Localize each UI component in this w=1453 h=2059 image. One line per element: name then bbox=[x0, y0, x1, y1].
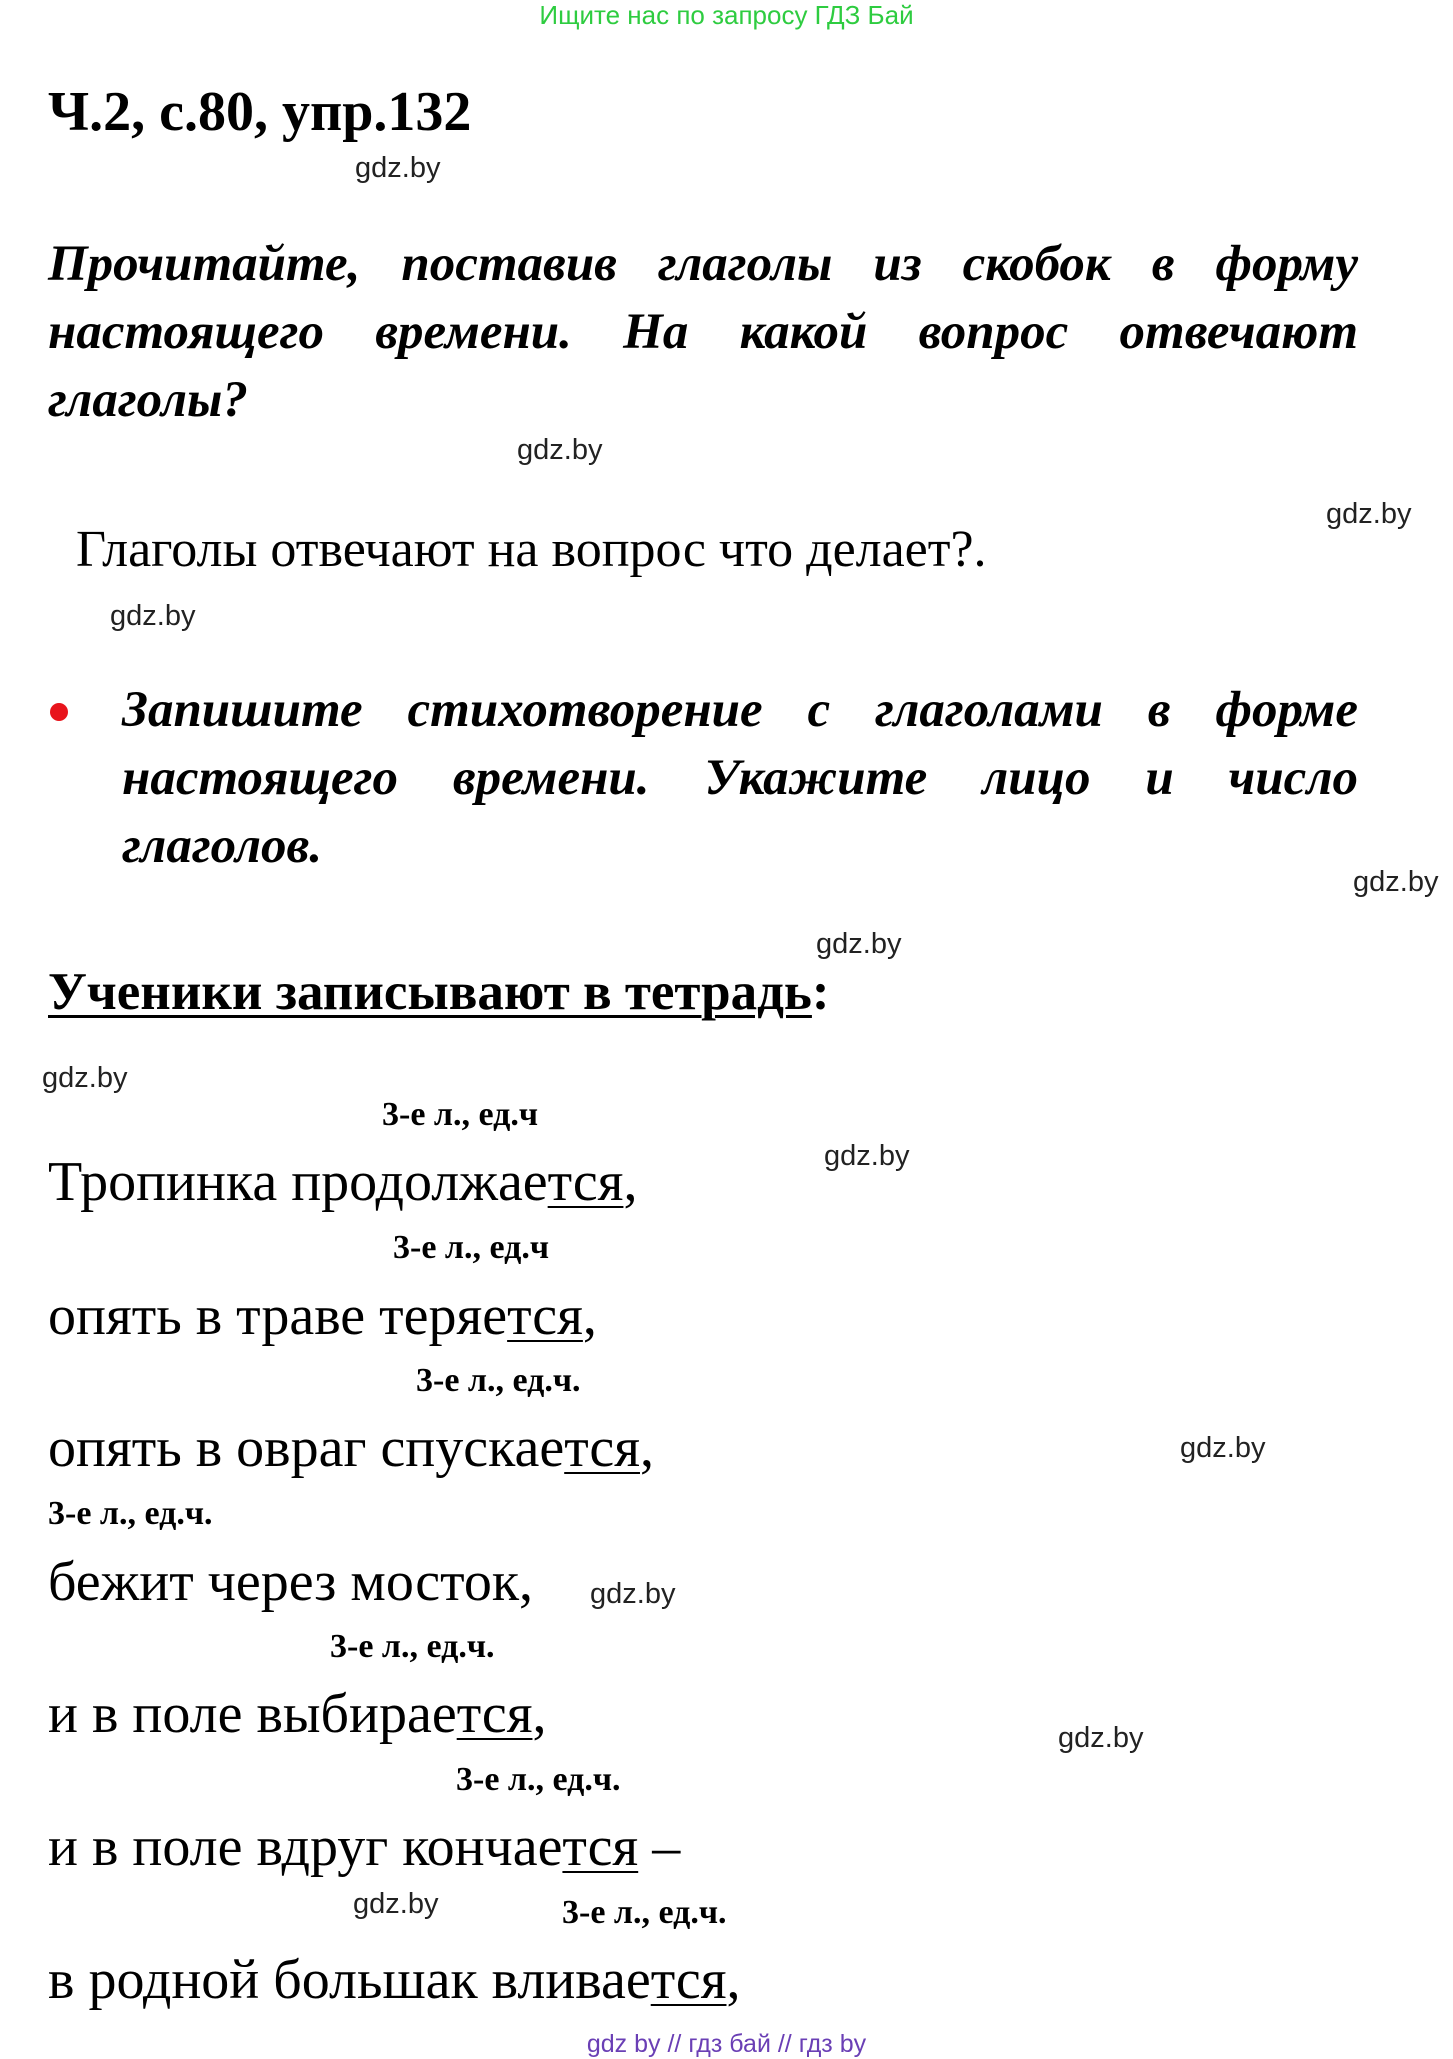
grammar-note: 3-е л., ед.ч. bbox=[562, 1894, 727, 1931]
page-title: Ч.2, с.80, упр.132 bbox=[48, 81, 472, 143]
grammar-note: 3-е л., ед.ч. bbox=[48, 1495, 213, 1532]
watermark: gdz.by bbox=[590, 1578, 676, 1610]
watermark: gdz.by bbox=[353, 1888, 439, 1920]
watermark: gdz.by bbox=[1180, 1432, 1266, 1464]
poem-line-punct: , bbox=[532, 1683, 547, 1745]
poem-line-punct: , bbox=[639, 1417, 654, 1479]
grammar-note: 3-е л., ед.ч. bbox=[456, 1761, 621, 1798]
poem-line bbox=[48, 1682, 546, 1746]
poem-line bbox=[48, 1150, 637, 1214]
poem-line bbox=[48, 1550, 533, 1614]
poem-line bbox=[48, 1815, 680, 1879]
poem-line-ending: тся bbox=[456, 1683, 533, 1745]
watermark: gdz.by bbox=[110, 600, 196, 632]
poem-line-ending: тся bbox=[547, 1151, 624, 1213]
poem-line-punct: – bbox=[638, 1816, 681, 1878]
grammar-note: 3-е л., ед.ч bbox=[382, 1096, 539, 1133]
section-heading bbox=[48, 962, 830, 1022]
poem-line-text: опять в овраг спускае bbox=[48, 1417, 565, 1479]
poem-line-ending: тся bbox=[564, 1417, 640, 1479]
watermark: gdz.by bbox=[824, 1140, 910, 1172]
section-heading-colon: : bbox=[811, 963, 830, 1021]
grammar-note: 3-е л., ед.ч bbox=[393, 1229, 550, 1266]
task-instruction-1: Прочитайте, поставив глаголы из скобок в форму настоящего времени. На какой вопрос отвечают глаголы? bbox=[48, 236, 1358, 428]
footer-links: gdz by // гдз бай // гдз by bbox=[586, 2030, 867, 2058]
poem-line-text: и в поле выбирае bbox=[48, 1683, 457, 1745]
watermark: gdz.by bbox=[1353, 866, 1439, 898]
answer-text: Глаголы отвечают на вопрос что делает?. bbox=[76, 521, 987, 578]
bullet-dot bbox=[50, 703, 68, 721]
poem-line bbox=[48, 1948, 741, 2012]
poem-line bbox=[48, 1416, 654, 1480]
poem-line-punct: , bbox=[582, 1285, 597, 1347]
poem-line-punct: , bbox=[726, 1949, 741, 2011]
poem-line-text: и в поле вдруг кончае bbox=[48, 1816, 563, 1878]
poem-line-text: бежит через мосток, bbox=[48, 1551, 534, 1613]
poem-line bbox=[48, 1284, 597, 1348]
poem-line-punct: , bbox=[623, 1151, 638, 1213]
top-banner: Ищите нас по запросу ГДЗ Бай bbox=[539, 0, 914, 30]
watermark: gdz.by bbox=[517, 434, 603, 466]
watermark: gdz.by bbox=[1058, 1722, 1144, 1754]
grammar-note: 3-е л., ед.ч. bbox=[330, 1628, 495, 1665]
watermark: gdz.by bbox=[1326, 498, 1412, 530]
poem-line-text: Тропинка продолжае bbox=[48, 1151, 548, 1213]
watermark: gdz.by bbox=[42, 1062, 128, 1094]
poem-line-text: в родной большак вливае bbox=[48, 1949, 651, 2011]
poem-line-ending: тся bbox=[562, 1816, 639, 1878]
watermark: gdz.by bbox=[355, 152, 441, 184]
grammar-note: 3-е л., ед.ч. bbox=[416, 1362, 581, 1399]
poem-line-text: опять в траве теряе bbox=[48, 1285, 508, 1347]
task-instruction-2: Запишите стихотворение с глаголами в форме настоящего времени. Укажите лицо и число глаголов. bbox=[122, 682, 1358, 874]
poem-line-ending: тся bbox=[650, 1949, 727, 2011]
watermark: gdz.by bbox=[816, 928, 902, 960]
section-heading-text: Ученики записывают в тетрадь bbox=[48, 963, 812, 1021]
poem-line-ending: тся bbox=[507, 1285, 583, 1347]
